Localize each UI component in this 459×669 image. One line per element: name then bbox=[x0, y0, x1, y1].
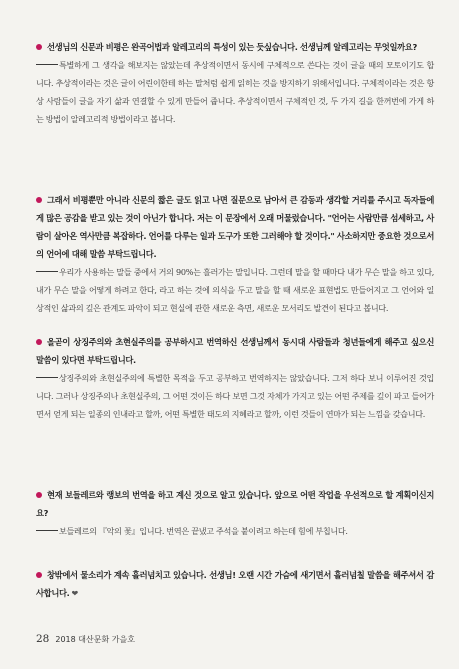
answer-1 bbox=[36, 56, 434, 128]
question-4 bbox=[36, 486, 434, 522]
answer-4 bbox=[36, 522, 434, 540]
question-2 bbox=[36, 191, 434, 263]
answer-2 bbox=[36, 263, 434, 317]
bullet-icon bbox=[36, 197, 42, 203]
question-3 bbox=[36, 333, 434, 369]
page-footer bbox=[36, 633, 135, 645]
qa-block-1 bbox=[36, 38, 434, 128]
answer-dash bbox=[36, 530, 58, 531]
answer-dash bbox=[36, 64, 58, 65]
publication-name: 2018 대산문화 가을호 bbox=[55, 635, 135, 644]
question-text: 창밖에서 물소리가 계속 흘러넘치고 있습니다. 선생님! 오랜 시간 가슴에 새기면서 흘러넘칠 말씀을 해주셔서 감사합니다. bbox=[36, 570, 434, 598]
page-number: 28 bbox=[36, 633, 50, 645]
answer-text: 우리가 사용하는 말들 중에서 거의 90%는 흘러가는 말입니다. 그런데 말을 할 때마다 내가 무슨 말을 하고 있다, 내가 무슨 말을 어떻게 하려고 한다, 라고 하는 것에 의식을 두고 말을 할 때 새로운 표현법도 만들어지고 그 언어와 일상적인 삶과의 깊은 관계도 파악이 되고 현실에 관한 새로운 측면, 새로운 모서리도 발견이 된다고 봅니다. bbox=[36, 267, 434, 313]
answer-text: 특별하게 그 생각을 해보지는 않았는데 추상적이면서 동시에 구체적으로 쓴다는 것이 글을 때의 모토이기도 합니다. 추상적이라는 것은 글이 어린이한테 하는 말처럼 쉽게 읽히는 것을 방지하기 위해서입니다. 구체적이라는 것은 항상 사람들이 글을 자기 삶과 연결할 수 있게 만들어 줍니다. 추상적이면서 구체적인 것, 두 가지 길을 한꺼번에 가게 하는 방법이 알레고리적 방법이라고 봅니다. bbox=[36, 60, 434, 124]
answer-text: 보들레르의 『악의 꽃』입니다. 번역은 끝냈고 주석을 붙이려고 하는데 힘에 부칩니다. bbox=[59, 526, 348, 536]
answer-dash bbox=[36, 271, 58, 272]
answer-text: 상징주의와 초현실주의에 특별한 목적을 두고 공부하고 번역하지는 않았습니다. 그저 하다 보니 이루어진 것입니다. 그러나 상징주의나 초현실주의, 그 어떤 것이든 하다 보면 그것 자체가 가지고 있는 어떤 주제를 깊이 파고 들어가면서 얻게 되는 일종의 인내라고 할까, 어떤 특별한 태도의 지혜라고 할까, 이런 것들이 연마가 되는 느낌을 갖습니다. bbox=[36, 373, 434, 419]
qa-block-2 bbox=[36, 191, 434, 317]
qa-block-3 bbox=[36, 333, 434, 423]
heart-icon: ❤ bbox=[71, 589, 78, 598]
answer-dash bbox=[36, 377, 58, 378]
bullet-icon bbox=[36, 339, 42, 345]
qa-block-5 bbox=[36, 566, 434, 603]
bullet-icon bbox=[36, 572, 42, 578]
qa-block-4 bbox=[36, 486, 434, 540]
bullet-icon bbox=[36, 492, 42, 498]
question-1 bbox=[36, 38, 434, 56]
question-text: 그래서 비평뿐만 아니라 신문의 짧은 글도 읽고 나면 질문으로 남아서 큰 감동과 생각할 거리를 주시고 독자들에게 많은 공감을 받고 있는 것이 아닌가 합니다. 저는 이 문장에서 오래 머물렀습니다. "언어는 사람만큼 섬세하고, 사람이 살아온 역사만큼 복잡하다. 언어를 다루는 일과 도구가 또한 그러해야 할 것이다." 사소하지만 중요한 것으로서의 언어에 대해 말씀 부탁드립니다. bbox=[36, 195, 434, 259]
question-text: 선생님의 신문과 비평은 완곡어법과 알레고리의 특성이 있는 듯싶습니다. 선생님께 알레고리는 무엇일까요? bbox=[47, 42, 417, 52]
question-5 bbox=[36, 566, 434, 603]
answer-3 bbox=[36, 369, 434, 423]
question-text: 올곧이 상징주의와 초현실주의를 공부하시고 번역하신 선생님께서 동시대 사람들과 청년들에게 해주고 싶으신 말씀이 있다면 부탁드립니다. bbox=[36, 337, 434, 365]
bullet-icon bbox=[36, 44, 42, 50]
question-text: 현재 보들레르와 랭보의 번역을 하고 계신 것으로 알고 있습니다. 앞으로 어떤 작업을 우선적으로 할 계획이신지요? bbox=[36, 490, 434, 518]
